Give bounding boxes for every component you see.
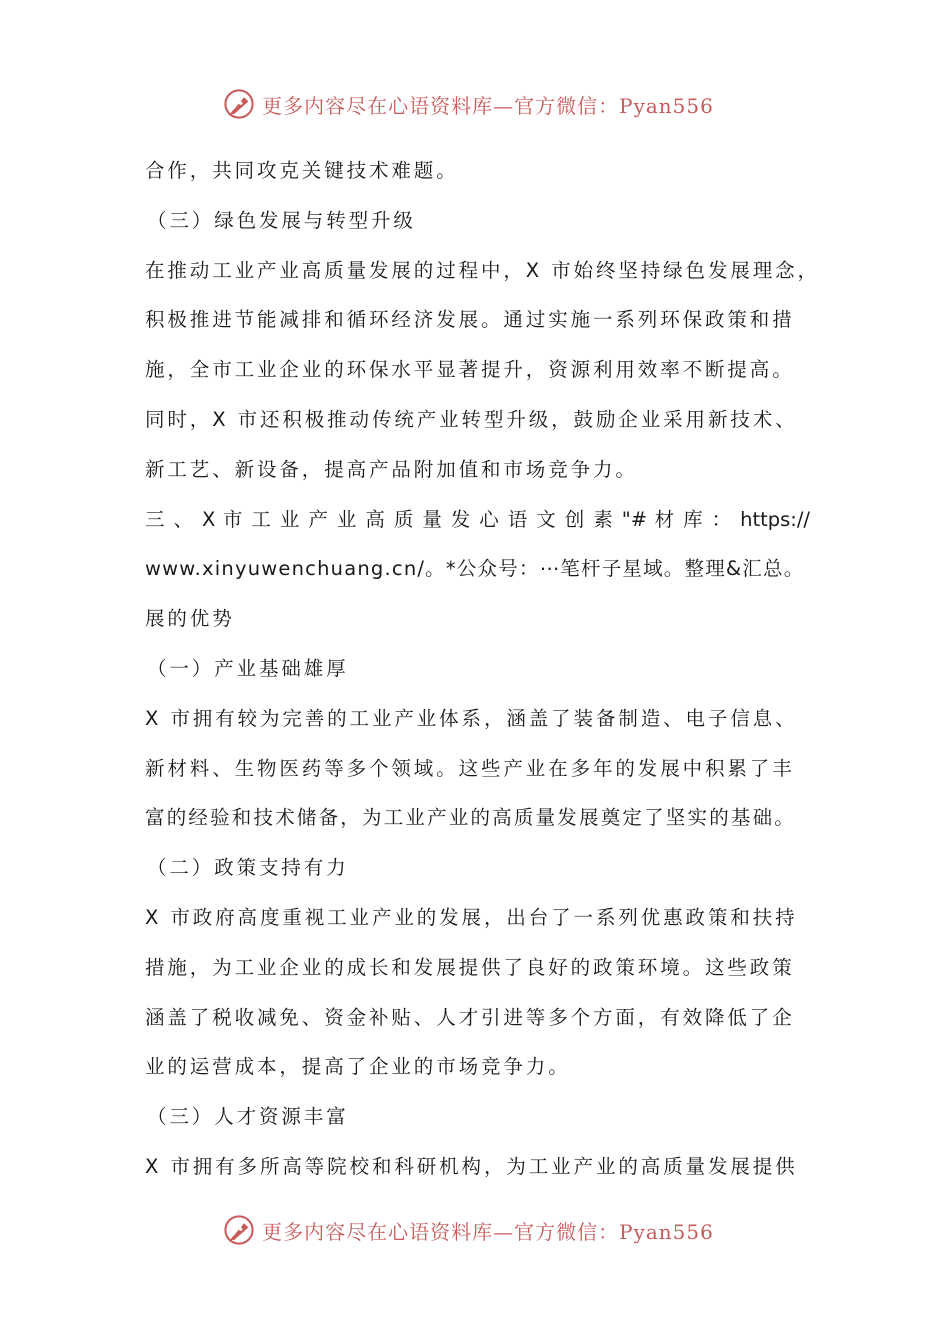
body-line: 措施，为工业企业的成长和发展提供了良好的政策环境。这些政策 bbox=[145, 955, 795, 979]
pen-nib-logo-icon bbox=[222, 1213, 256, 1247]
watermark-banner-top bbox=[0, 84, 950, 124]
document-body bbox=[145, 146, 820, 1192]
body-line: 新工艺、新设备，提高产品附加值和市场竞争力。 bbox=[145, 457, 638, 481]
pen-nib-logo-icon bbox=[222, 87, 256, 121]
body-line: 富的经验和技术储备，为工业产业的高质量发展奠定了坚实的基础。 bbox=[145, 806, 797, 830]
body-line: 合作，共同攻克关键技术难题。 bbox=[145, 159, 459, 182]
body-line: X 市政府高度重视工业产业的发展，出台了一系列优惠政策和扶持 bbox=[145, 905, 798, 929]
body-line: 展的优势 bbox=[145, 607, 235, 631]
section-heading: （三）人才资源丰富 bbox=[147, 1105, 349, 1129]
watermark-banner-bottom bbox=[0, 1210, 950, 1250]
section-heading: （一）产业基础雄厚 bbox=[147, 656, 349, 680]
body-line: 同时，X 市还积极推动传统产业转型升级，鼓励企业采用新技术、 bbox=[145, 407, 798, 431]
watermark-text: 更多内容尽在心语资料库—官方微信：Pyan556 bbox=[262, 1219, 714, 1244]
section-heading: （二）政策支持有力 bbox=[147, 856, 349, 880]
body-line: X 市拥有多所高等院校和科研机构，为工业产业的高质量发展提供 bbox=[145, 1154, 798, 1178]
body-line: 积极推进节能减排和循环经济发展。通过实施一系列环保政策和措 bbox=[145, 308, 795, 332]
body-line: 在推动工业产业高质量发展的过程中，X 市始终坚持绿色发展理念， bbox=[145, 258, 820, 282]
chapter-heading-line: 三 、 X 市 工 业 产 业 高 质 量 发 心 语 文 创 素 "# 材 库 ： https:// bbox=[145, 507, 810, 531]
body-line: 施，全市工业企业的环保水平显著提升，资源利用效率不断提高。 bbox=[145, 358, 795, 382]
watermark-text: 更多内容尽在心语资料库—官方微信：Pyan556 bbox=[262, 93, 714, 118]
body-line: 新材料、生物医药等多个领域。这些产业在多年的发展中积累了丰 bbox=[145, 756, 795, 780]
body-line: X 市拥有较为完善的工业产业体系，涵盖了装备制造、电子信息、 bbox=[145, 706, 798, 730]
section-heading: （三）绿色发展与转型升级 bbox=[147, 208, 416, 232]
body-line: 涵盖了税收减免、资金补贴、人才引进等多个方面，有效降低了企 bbox=[145, 1005, 795, 1029]
body-line: 业的运营成本，提高了企业的市场竞争力。 bbox=[145, 1055, 571, 1079]
body-line-url: www.xinyuwenchuang.cn/。*公众号：⋯笔杆子星域。整理&汇总。 bbox=[145, 557, 805, 581]
